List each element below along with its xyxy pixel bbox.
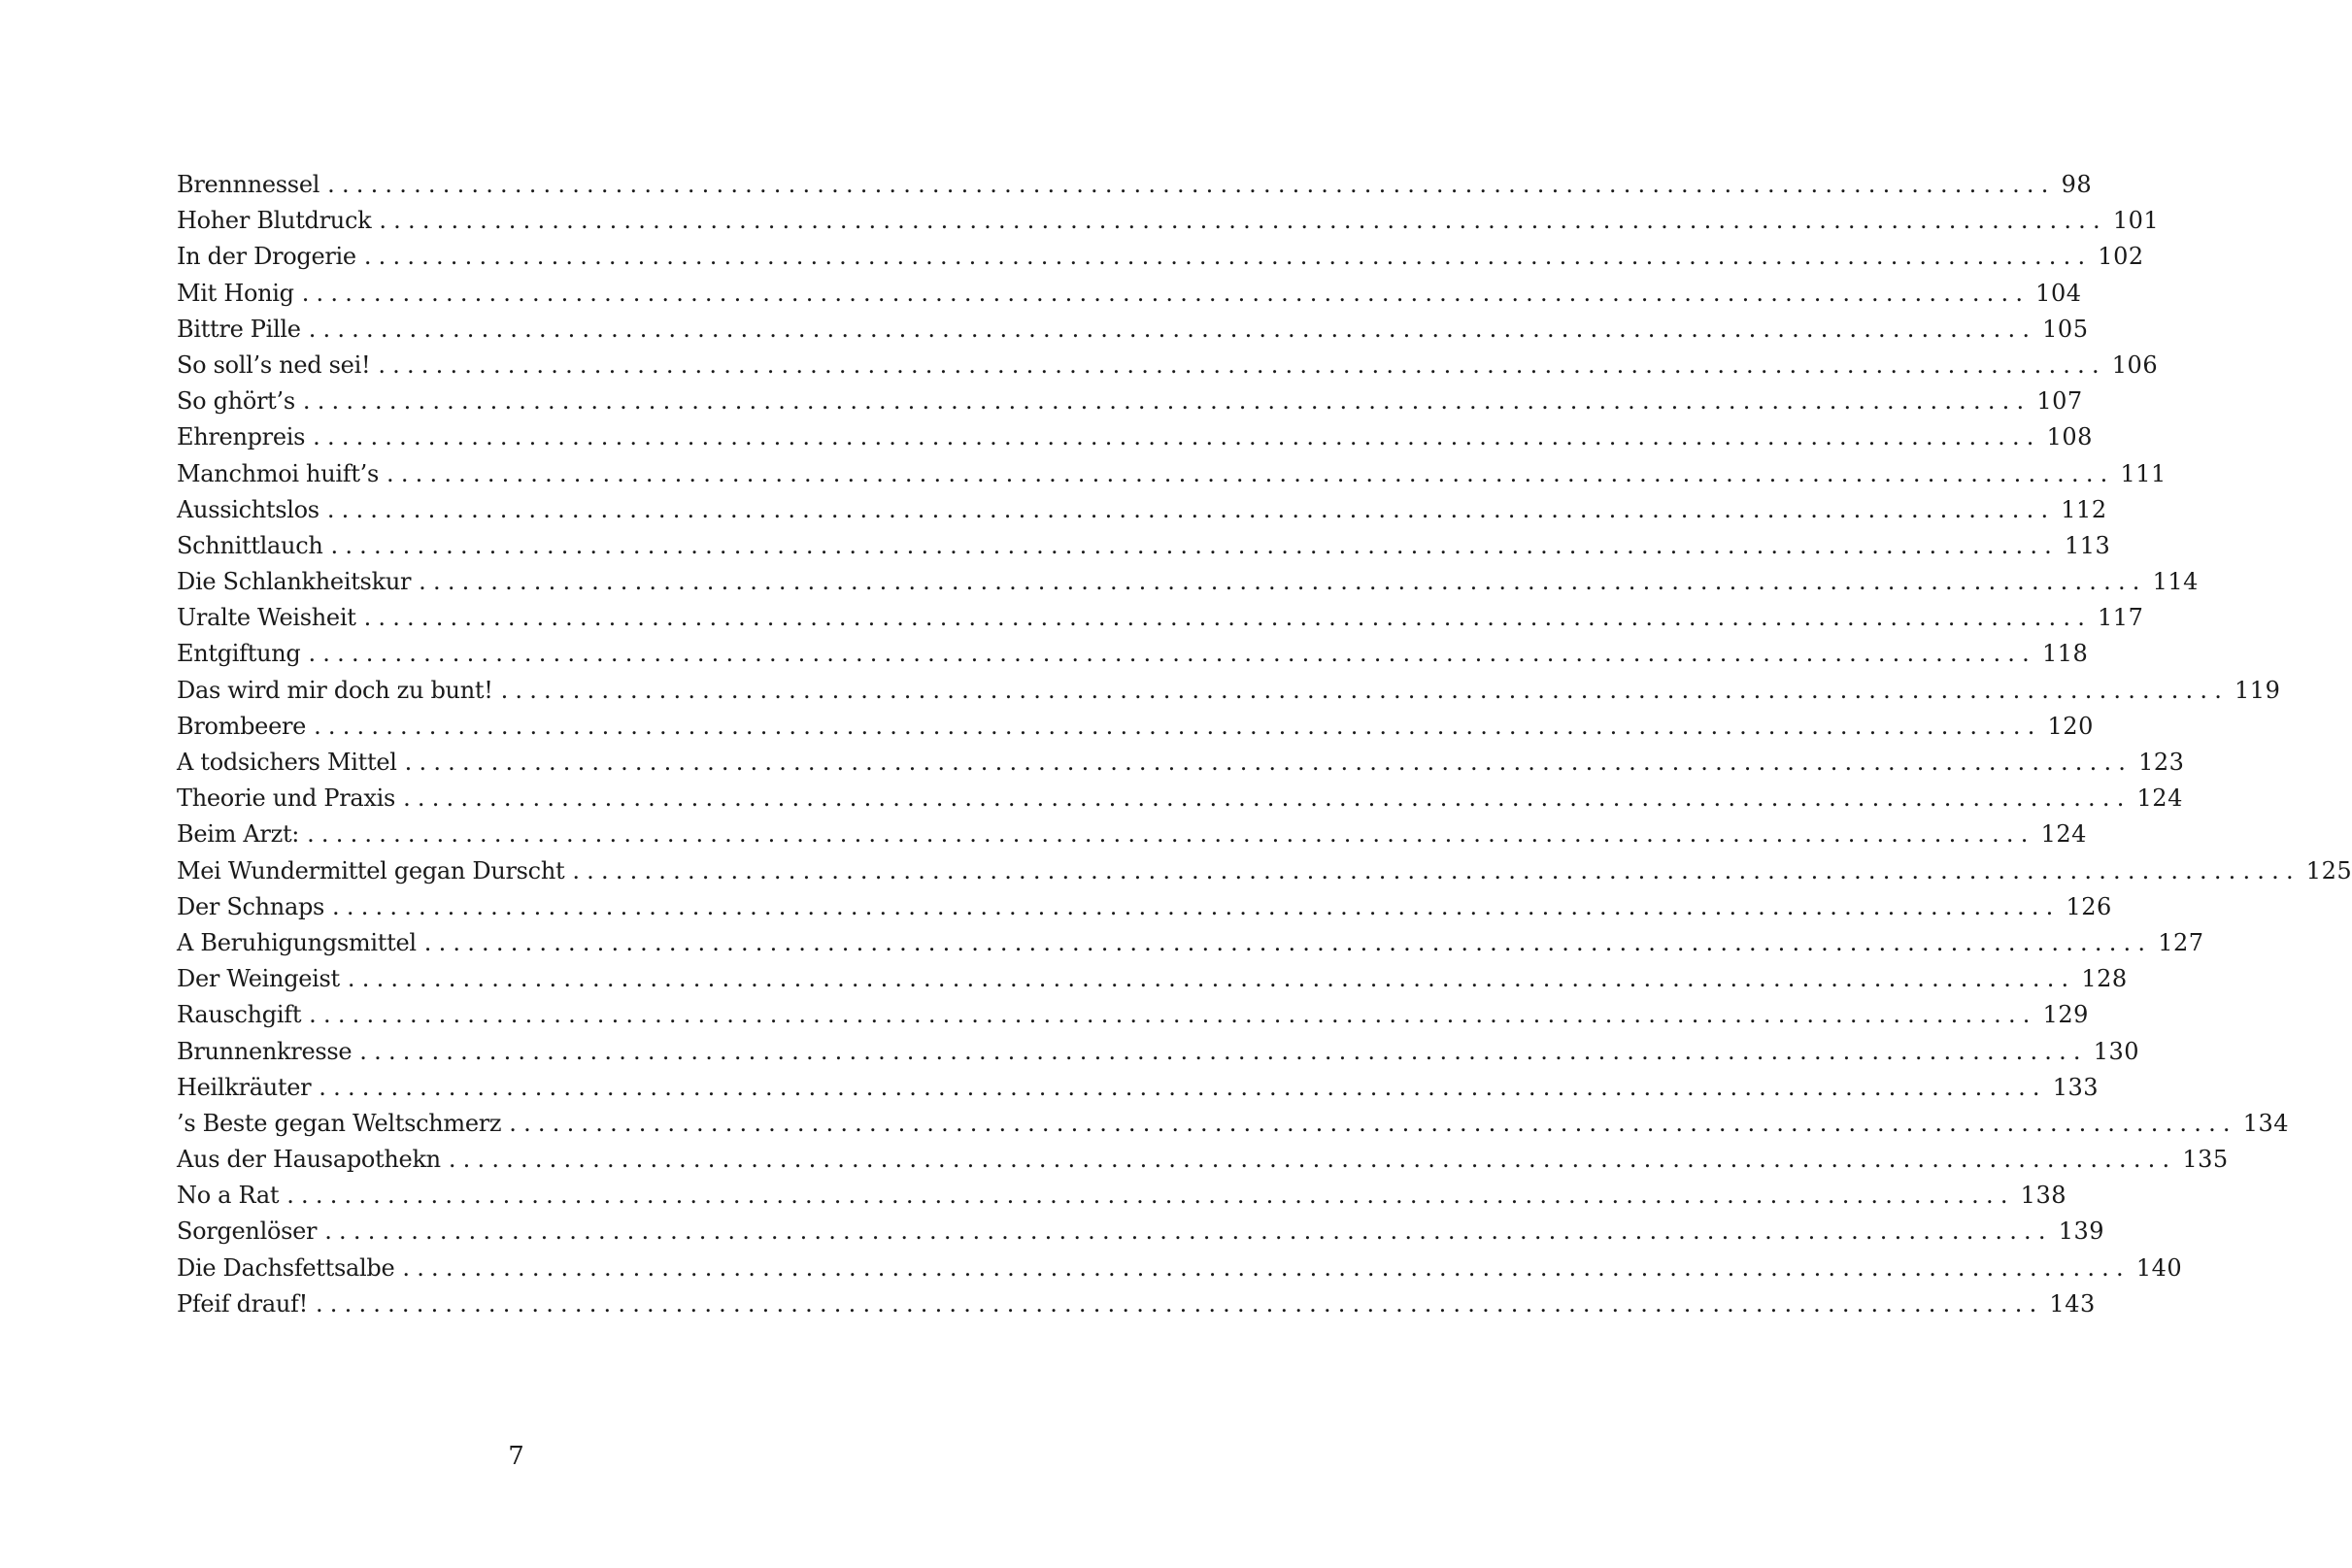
toc-entry-title: In der Drogerie xyxy=(177,243,356,271)
toc-dot-leader: ........................................................................................................................ xyxy=(286,1182,2015,1210)
toc-entry-title: Theorie und Praxis xyxy=(177,784,396,813)
toc-entry xyxy=(177,456,2167,492)
toc-entry-page: 101 xyxy=(2112,207,2160,235)
toc-dot-leader: ........................................................................................................................ xyxy=(448,1146,2177,1174)
toc-dot-leader: ........................................................................................................................ xyxy=(309,1001,2037,1029)
toc-entry xyxy=(177,1142,2229,1178)
toc-dot-leader: ........................................................................................................................ xyxy=(330,531,2059,559)
toc-dot-leader: ........................................................................................................................ xyxy=(363,604,2093,632)
toc-entry-page: 118 xyxy=(2041,640,2089,668)
toc-entry-title: No a Rat xyxy=(177,1182,280,1210)
toc-dot-leader: ........................................................................................................................ xyxy=(378,350,2106,379)
toc-entry-page: 123 xyxy=(2138,749,2185,776)
toc-entry-page: 129 xyxy=(2042,1001,2089,1029)
toc-entry-page: 134 xyxy=(2242,1109,2290,1137)
toc-dot-leader: ........................................................................................................................ xyxy=(319,1073,2047,1101)
toc-entry-page: 124 xyxy=(2040,820,2087,849)
toc-dot-leader: ........................................................................................................................ xyxy=(301,279,2031,307)
toc-entry-page: 107 xyxy=(2036,387,2083,416)
toc-entry-page: 113 xyxy=(2064,531,2111,559)
toc-entry-title: Schnittlauch xyxy=(177,531,323,559)
toc-entry-page: 139 xyxy=(2058,1218,2104,1246)
toc-dot-leader: ........................................................................................................................ xyxy=(324,1218,2053,1246)
toc-entry xyxy=(177,419,2093,455)
toc-entry-title: A Beruhigungsmittel xyxy=(177,928,417,956)
toc-dot-leader: ........................................................................................................................ xyxy=(308,315,2037,343)
toc-entry-page: 108 xyxy=(2046,423,2093,451)
toc-entry-page: 104 xyxy=(2035,279,2082,307)
toc-entry-title: Mit Honig xyxy=(177,279,294,307)
toc-entry-title: Der Weingeist xyxy=(177,965,340,993)
toc-entry xyxy=(177,203,2160,239)
toc-entry xyxy=(177,384,2083,419)
toc-entry-title: Brombeere xyxy=(177,712,307,740)
toc-dot-leader: ........................................................................................................................ xyxy=(327,171,2056,198)
toc-entry-title: Brunnenkresse xyxy=(177,1037,353,1065)
toc-entry-title: Mei Wundermittel gegan Durscht xyxy=(177,856,565,884)
toc-entry-page: 114 xyxy=(2152,568,2199,596)
toc-entry xyxy=(177,528,2111,564)
toc-entry-title: Hoher Blutdruck xyxy=(177,207,372,235)
toc-dot-leader: ........................................................................................................................ xyxy=(419,568,2147,596)
toc-entry-page: 143 xyxy=(2049,1289,2096,1318)
toc-entry-page: 127 xyxy=(2158,928,2204,956)
toc-entry xyxy=(177,709,2094,745)
toc-entry-title: Rauschgift xyxy=(177,1001,302,1029)
toc-entry xyxy=(177,1034,2140,1070)
toc-entry xyxy=(177,276,2082,312)
toc-entry-page: 112 xyxy=(2061,495,2107,523)
toc-dot-leader: ........................................................................................................................ xyxy=(332,892,2061,920)
toc-entry-title: Das wird mir doch zu bunt! xyxy=(177,676,493,704)
toc-entry-title: Sorgenlöser xyxy=(177,1218,318,1246)
toc-entry xyxy=(177,673,2281,709)
toc-entry-title: Heilkräuter xyxy=(177,1073,312,1101)
toc-entry xyxy=(177,348,2159,384)
toc-dot-leader: ........................................................................................................................ xyxy=(359,1037,2088,1065)
toc-dot-leader: ........................................................................................................................ xyxy=(347,965,2076,993)
toc-entry xyxy=(177,853,2352,889)
toc-dot-leader: ........................................................................................................................ xyxy=(386,459,2115,487)
toc-dot-leader: ........................................................................................................................ xyxy=(308,640,2036,668)
toc-entry-title: Brennnessel xyxy=(177,171,320,198)
toc-entry-page: 105 xyxy=(2042,315,2089,343)
toc-entry-title: A todsichers Mittel xyxy=(177,749,397,776)
toc-dot-leader: ........................................................................................................................ xyxy=(314,712,2042,740)
toc-dot-leader: ........................................................................................................................ xyxy=(302,387,2032,416)
toc-dot-leader: ........................................................................................................................ xyxy=(402,1253,2131,1282)
table-of-contents xyxy=(177,167,2352,1322)
toc-entry-title: So ghört’s xyxy=(177,387,295,416)
toc-entry xyxy=(177,1106,2290,1142)
toc-entry xyxy=(177,889,2112,925)
toc-dot-leader: ........................................................................................................................ xyxy=(315,1289,2044,1318)
toc-entry-title: Aus der Hausapothekn xyxy=(177,1146,441,1174)
toc-dot-leader: ........................................................................................................................ xyxy=(404,749,2134,776)
toc-entry-page: 119 xyxy=(2234,676,2281,704)
toc-entry xyxy=(177,239,2144,275)
toc-entry-page: 98 xyxy=(2061,171,2093,198)
toc-entry-title: Beim Arzt: xyxy=(177,820,300,849)
toc-entry xyxy=(177,564,2199,600)
toc-entry-title: Aussichtslos xyxy=(177,495,319,523)
toc-entry xyxy=(177,167,2093,203)
toc-entry-page: 124 xyxy=(2136,784,2183,813)
toc-entry xyxy=(177,1178,2066,1214)
toc-dot-leader: ........................................................................................................................ xyxy=(313,423,2041,451)
toc-entry-title: Entgiftung xyxy=(177,640,301,668)
toc-dot-leader: ........................................................................................................................ xyxy=(509,1109,2237,1137)
toc-entry-page: 128 xyxy=(2081,965,2128,993)
toc-entry-page: 102 xyxy=(2098,243,2144,271)
toc-dot-leader: ........................................................................................................................ xyxy=(307,820,2035,849)
toc-dot-leader: ........................................................................................................................ xyxy=(379,207,2107,235)
toc-entry-page: 135 xyxy=(2182,1146,2229,1174)
toc-entry-title: Manchmoi huift’s xyxy=(177,459,380,487)
toc-entry-title: Ehrenpreis xyxy=(177,423,306,451)
toc-entry-title: So soll’s ned sei! xyxy=(177,350,371,379)
toc-entry-page: 140 xyxy=(2135,1253,2183,1282)
toc-entry-title: Die Schlankheitskur xyxy=(177,568,412,596)
toc-dot-leader: ........................................................................................................................ xyxy=(423,928,2153,956)
toc-entry xyxy=(177,1286,2096,1322)
toc-entry-page: 117 xyxy=(2098,604,2144,632)
toc-entry-page: 133 xyxy=(2052,1073,2100,1101)
toc-entry-page: 125 xyxy=(2305,856,2352,884)
toc-dot-leader: ........................................................................................................................ xyxy=(572,856,2301,884)
toc-dot-leader: ........................................................................................................................ xyxy=(403,784,2132,813)
toc-entry xyxy=(177,492,2107,528)
toc-dot-leader: ........................................................................................................................ xyxy=(500,676,2230,704)
toc-entry xyxy=(177,925,2204,961)
toc-entry xyxy=(177,636,2089,672)
toc-entry-title: Die Dachsfettsalbe xyxy=(177,1253,395,1282)
toc-entry xyxy=(177,1214,2104,1250)
toc-entry-title: Der Schnaps xyxy=(177,892,325,920)
toc-dot-leader: ........................................................................................................................ xyxy=(326,495,2056,523)
toc-entry xyxy=(177,961,2128,997)
toc-entry-page: 126 xyxy=(2066,892,2112,920)
toc-entry xyxy=(177,312,2089,348)
toc-entry-page: 130 xyxy=(2093,1037,2140,1065)
toc-entry-page: 111 xyxy=(2120,459,2167,487)
toc-entry xyxy=(177,1251,2183,1286)
toc-entry-page: 120 xyxy=(2047,712,2094,740)
toc-entry-page: 138 xyxy=(2020,1182,2066,1210)
toc-entry-title: Uralte Weisheit xyxy=(177,604,356,632)
toc-entry xyxy=(177,997,2089,1033)
toc-entry xyxy=(177,1070,2100,1106)
toc-entry xyxy=(177,745,2185,781)
toc-dot-leader: ........................................................................................................................ xyxy=(363,243,2093,271)
toc-entry-title: Bittre Pille xyxy=(177,315,301,343)
toc-entry-title: Pfeif drauf! xyxy=(177,1289,308,1318)
toc-entry xyxy=(177,781,2183,817)
toc-entry-title: ’s Beste gegan Weltschmerz xyxy=(177,1109,502,1137)
toc-entry xyxy=(177,817,2087,852)
page-number: 7 xyxy=(508,1442,524,1471)
toc-entry-page: 106 xyxy=(2111,350,2159,379)
toc-entry xyxy=(177,600,2144,636)
